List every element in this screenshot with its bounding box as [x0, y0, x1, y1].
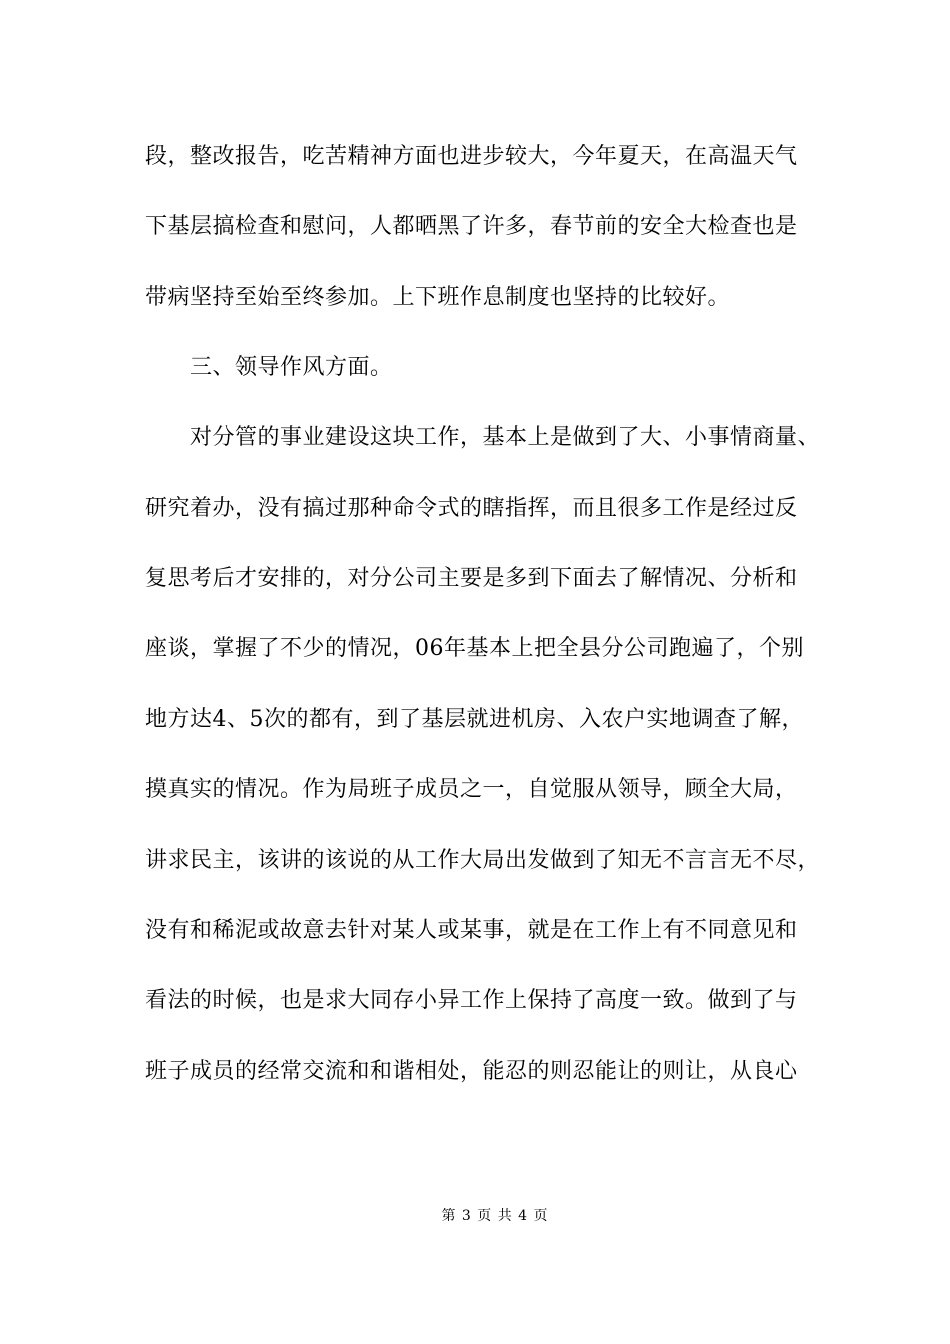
text-line: 看法的时候，也是求大同存小异工作上保持了高度一致。做到了与 [145, 988, 798, 1013]
text-line: 没有和稀泥或故意去针对某人或某事，就是在工作上有不同意见和 [145, 918, 798, 943]
page-number-footer: 第 3 页 共 4 页 [441, 1208, 549, 1224]
text-line: 对分管的事业建设这块工作，基本上是做到了大、小事情商量、 [190, 425, 821, 450]
text-line: 座谈，掌握了不少的情况，06年基本上把全县分公司跑遍了，个别 [145, 636, 804, 661]
text-line: 地方达4、5次的都有，到了基层就进机房、入农户实地调查了解， [145, 707, 804, 732]
text-line: 带病坚持至始至终参加。上下班作息制度也坚持的比较好。 [145, 285, 731, 310]
text-line: 研究着办，没有搞过那种命令式的瞎指挥，而且很多工作是经过反 [145, 496, 798, 521]
text-line: 复思考后才安排的，对分公司主要是多到下面去了解情况、分析和 [145, 566, 798, 591]
text-line: 班子成员的经常交流和和谐相处，能忍的则忍能让的则让，从良心 [145, 1059, 798, 1084]
text-line: 讲求民主，该讲的该说的从工作大局出发做到了知无不言言无不尽， [145, 848, 821, 873]
section-heading: 三、领导作风方面。 [190, 355, 393, 380]
text-line: 段，整改报告，吃苦精神方面也进步较大，今年夏天，在高温天气 [145, 144, 798, 169]
text-line: 摸真实的情况。作为局班子成员之一，自觉服从领导，顾全大局， [145, 777, 798, 802]
text-line: 下基层搞检查和慰问，人都晒黑了许多，春节前的安全大检查也是 [145, 214, 798, 239]
